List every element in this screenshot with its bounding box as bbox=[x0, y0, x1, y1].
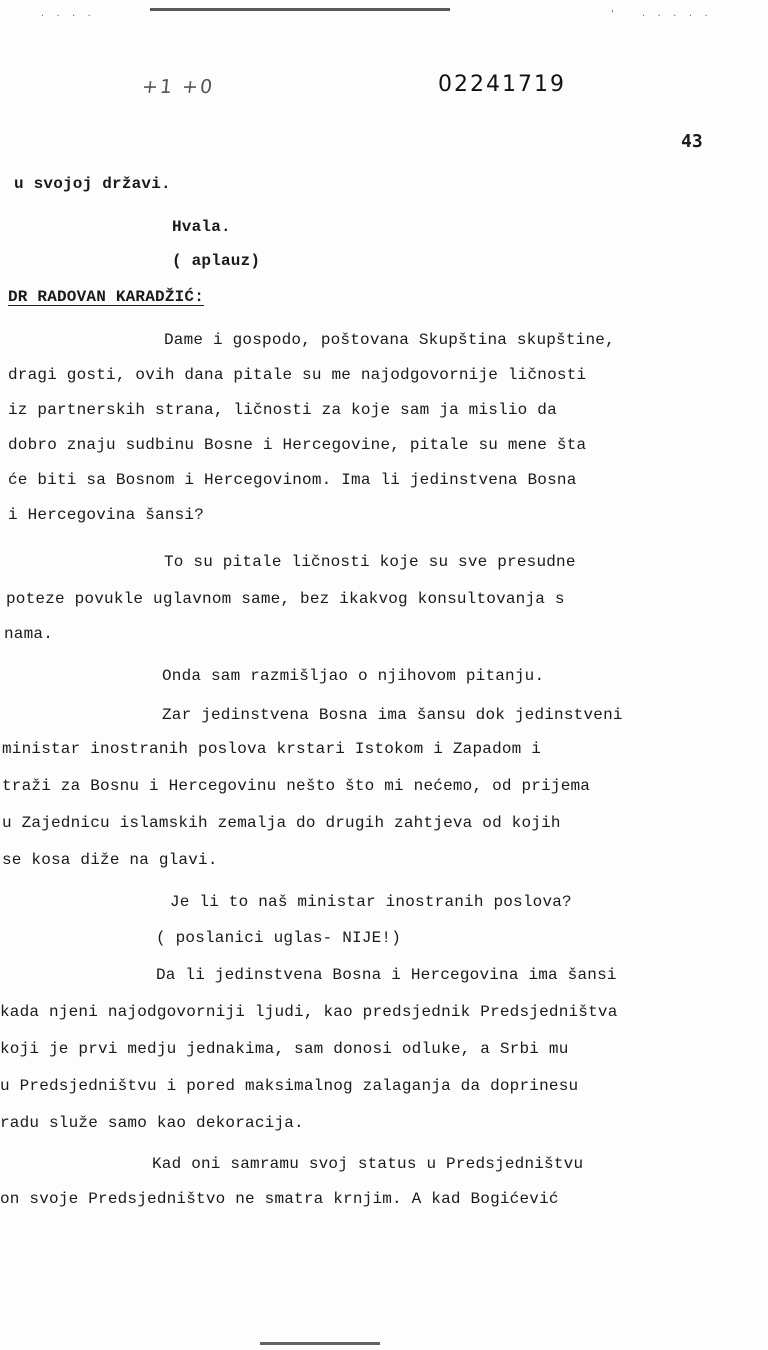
text-line: Da li jedinstvena Bosna i Hercegovina ima šansi bbox=[156, 966, 617, 984]
text-line: u Zajednicu islamskih zemalja do drugih zahtjeva od kojih bbox=[2, 814, 561, 832]
document-number: 02241719 bbox=[438, 72, 566, 97]
text-line: se kosa diže na glavi. bbox=[2, 851, 218, 869]
text-line: koji je prvi medju jednakima, sam donosi odluke, a Srbi mu bbox=[0, 1040, 569, 1058]
text-line: i Hercegovina šansi? bbox=[8, 506, 205, 524]
scan-noise-top-left: . . . . bbox=[40, 10, 95, 19]
text-line: Zar jedinstvena Bosna ima šansu dok jedinstveni bbox=[162, 706, 623, 724]
text-line: dobro znaju sudbinu Bosne i Hercegovine, pitale su mene šta bbox=[8, 436, 587, 454]
text-line: To su pitale ličnosti koje su sve presudne bbox=[164, 553, 576, 571]
text-line: nama. bbox=[4, 625, 54, 643]
text-line: ministar inostranih poslova krstari Istokom i Zapadom i bbox=[2, 740, 542, 758]
text-line: iz partnerskih strana, ličnosti za koje sam ja mislio da bbox=[8, 401, 557, 419]
speaker-heading: DR RADOVAN KARADŽIĆ: bbox=[8, 288, 205, 306]
text-line: u Predsjedništvu i pored maksimalnog zalaganja da doprinesu bbox=[0, 1077, 579, 1095]
text-line: će biti sa Bosnom i Hercegovinom. Ima li jedinstvena Bosna bbox=[8, 471, 577, 489]
text-line: Dame i gospodo, poštovana Skupština skupštine, bbox=[164, 331, 615, 349]
scan-noise-top-right: ' . . . . . bbox=[610, 10, 712, 19]
text-line: dragi gosti, ovih dana pitale su me najodgovornije ličnosti bbox=[8, 366, 587, 384]
scan-edge-bottom bbox=[260, 1342, 380, 1345]
text-line: Je li to naš ministar inostranih poslova? bbox=[170, 893, 572, 911]
text-line: traži za Bosnu i Hercegovinu nešto što mi nećemo, od prijema bbox=[2, 777, 591, 795]
text-line: ( aplauz) bbox=[172, 252, 261, 270]
text-line: ( poslanici uglas- NIJE!) bbox=[156, 929, 402, 947]
text-line: radu služe samo kao dekoracija. bbox=[0, 1114, 304, 1132]
text-line: kada njeni najodgovorniji ljudi, kao predsjednik Predsjedništva bbox=[0, 1003, 618, 1021]
text-line: poteze povukle uglavnom same, bez ikakvog konsultovanja s bbox=[6, 590, 565, 608]
text-line: Onda sam razmišljao o njihovom pitanju. bbox=[162, 667, 545, 685]
page-number: 43 bbox=[681, 131, 703, 152]
text-line: Hvala. bbox=[172, 218, 231, 236]
text-line: on svoje Predsjedništvo ne smatra krnjim. A kad Bogićević bbox=[0, 1190, 559, 1208]
text-line: u svojoj državi. bbox=[14, 175, 171, 193]
scan-edge-top bbox=[150, 8, 450, 11]
text-line: Kad oni samramu svoj status u Predsjedništvu bbox=[152, 1155, 584, 1173]
handwritten-mark: +1 +0 bbox=[140, 76, 216, 98]
